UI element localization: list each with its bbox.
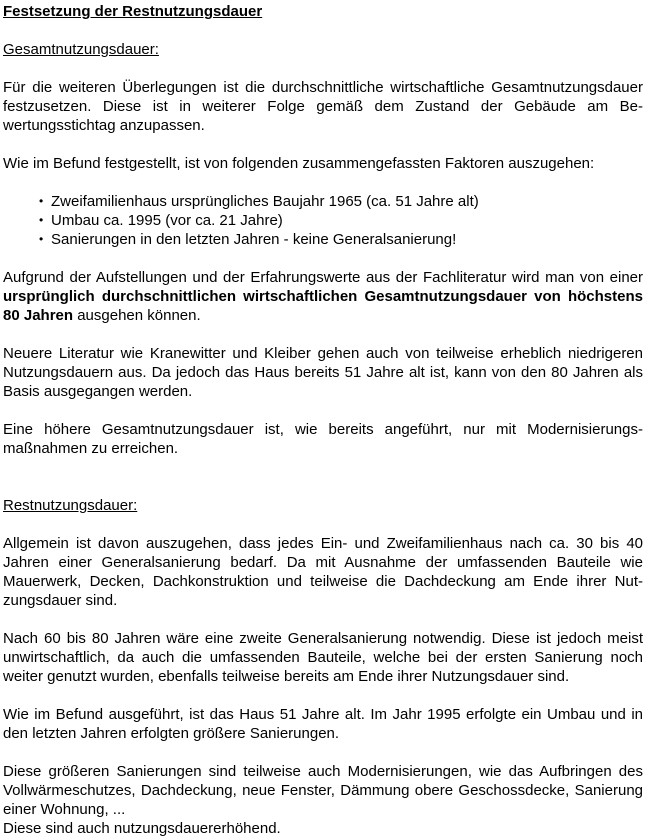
paragraph-house-age: Wie im Befund ausgeführt, ist das Haus 51 Jahre alt. Im Jahr 1995 erfolgte ein Umbau und in den letzten Jahren erfolgten größere Sanierungen.	[3, 706, 643, 742]
bullet-icon: •	[39, 194, 44, 208]
paragraph-modernisations: Diese größeren Sanierungen sind teilweise auch Modernisierungen, wie das Aufbringen des Vollwärmeschutzes, Dachdeckung, neue Fenster, Dämmung obere Geschossdecke, Sanierung einer Wohnung, ...	[3, 763, 643, 818]
list-item	[39, 192, 643, 211]
list-item-text: Sanierungen in den letzten Jahren - keine Generalsanierung!	[51, 231, 457, 248]
paragraph-lifetime-increase: Diese sind auch nutzungsdauererhöhend.	[3, 820, 281, 837]
list-item	[39, 211, 643, 230]
list-item	[39, 230, 643, 249]
document-page	[3, 2, 643, 838]
conclusion-emphasis: ursprünglich durchschnittlichen wirtschaftlichen Gesamtnutzungsdauer von höchstens 80 Jahren	[3, 288, 643, 324]
factor-list	[3, 192, 643, 249]
paragraph-modernisation: Eine höhere Gesamtnutzungsdauer ist, wie bereits angeführt, nur mit Modernisierungsmaßnahmen zu erreichen.	[3, 421, 643, 457]
heading-restnutzungsdauer: Restnutzungsdauer:	[3, 497, 138, 514]
paragraph-conclusion	[3, 268, 643, 325]
document-title: Festsetzung der Restnutzungsdauer	[3, 3, 263, 20]
bullet-icon: •	[39, 232, 44, 246]
paragraph-factors-intro: Wie im Befund festgestellt, ist von folgenden zusammengefassten Faktoren auszugehen:	[3, 155, 595, 172]
paragraph-second-renovation: Nach 60 bis 80 Jahren wäre eine zweite Generalsanierung notwendig. Diese ist jedoch meist unwirtschaftlich, da auch die umfassenden Bauteile, welche bei der ersten Sanierung noch weiter genutzt wurden, ebenfalls teilweise bereits am Ende ihrer Nutzungsdauer sind.	[3, 630, 643, 685]
paragraph-literature: Neuere Literatur wie Kranewitter und Kleiber gehen auch von teilweise erheblich niedrigeren Nutzungsdauern aus. Da jedoch das Haus bereits 51 Jahre alt ist, kann von den 80 Jahren als Basis ausgegangen werden.	[3, 345, 643, 400]
list-item-text: Zweifamilienhaus ursprüngliches Baujahr 1965 (ca. 51 Jahre alt)	[51, 193, 479, 210]
bullet-icon: •	[39, 213, 44, 227]
conclusion-text-end: ausgehen können.	[73, 307, 201, 324]
paragraph-general-renovation: Allgemein ist davon auszugehen, dass jedes Ein- und Zweifamilienhaus nach ca. 30 bis 40 Jahren einer Generalsanierung bedarf. Da mit Ausnahme der umfassenden Bauteile wie Mauerwerk, Decken, Dachkonstruktion und teilweise die Dachdeckung am Ende ihrer Nutzungsdauer sind.	[3, 535, 643, 609]
conclusion-text-start: Aufgrund der Aufstellungen und der Erfahrungswerte aus der Fachliteratur wird man von einer	[3, 269, 643, 286]
paragraph-intro: Für die weiteren Überlegungen ist die durchschnittliche wirtschaftliche Gesamtnutzungsdauer festzusetzen. Diese ist in weiterer Folge gemäß dem Zustand der Gebäude am Bewertungsstichtag anzupassen.	[3, 79, 643, 134]
heading-gesamtnutzungsdauer: Gesamtnutzungsdauer:	[3, 41, 159, 58]
list-item-text: Umbau ca. 1995 (vor ca. 21 Jahre)	[51, 212, 283, 229]
